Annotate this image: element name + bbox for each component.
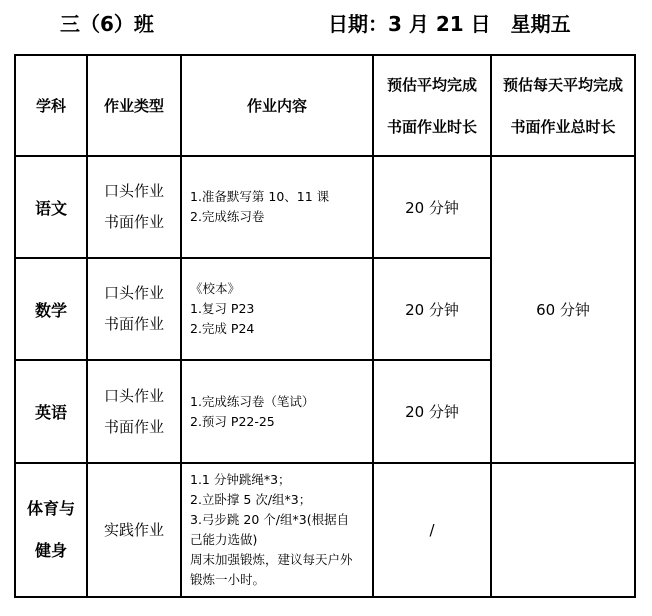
header-subject: 学科 xyxy=(15,55,87,156)
homework-table xyxy=(14,54,636,598)
header-total-line1: 预估每天平均完成 xyxy=(502,75,623,94)
date-line: 日期：3 月 21 日 星期五 xyxy=(328,12,571,36)
content-line: 锻炼一小时。 xyxy=(190,572,266,587)
time-cell: 20 分钟 xyxy=(373,360,491,463)
type-cell xyxy=(87,463,181,597)
header-total xyxy=(491,55,635,156)
empty-cell xyxy=(491,463,635,597)
table-row-pe xyxy=(15,463,635,597)
content-line: 1.复习 P23 xyxy=(190,301,255,316)
content-line: 3.弓步跳 20 个/组*3(根据自 xyxy=(190,512,350,527)
header-content: 作业内容 xyxy=(181,55,373,156)
subject-cell xyxy=(15,463,87,597)
header-total-line2: 书面作业总时长 xyxy=(510,117,616,136)
subject-line: 体育与 xyxy=(26,499,75,518)
subject-cell: 英语 xyxy=(15,360,87,463)
subject-line: 健身 xyxy=(34,541,67,560)
type-oral: 口头作业 xyxy=(103,386,164,405)
type-cell xyxy=(87,258,181,360)
type-written: 书面作业 xyxy=(103,315,164,333)
time-cell: / xyxy=(373,463,491,597)
class-title: 三（6）班 xyxy=(60,12,154,36)
header-time-line1: 预估平均完成 xyxy=(386,75,477,94)
content-line: 1.完成练习卷（笔试） xyxy=(190,393,315,409)
header-time-line2: 书面作业时长 xyxy=(386,117,477,136)
type-cell xyxy=(87,360,181,463)
content-cell xyxy=(181,258,373,360)
subject-cell: 数学 xyxy=(15,258,87,360)
header-row xyxy=(15,55,635,156)
total-time-cell: 60 分钟 xyxy=(491,156,635,463)
time-cell: 20 分钟 xyxy=(373,156,491,258)
type-practice: 实践作业 xyxy=(103,520,164,539)
header-time xyxy=(373,55,491,156)
content-line: 己能力选做) xyxy=(190,532,258,547)
content-line: 1.准备默写第 10、11 课 xyxy=(190,189,330,204)
type-oral: 口头作业 xyxy=(103,182,164,200)
content-line: 2.完成练习卷 xyxy=(190,209,265,224)
content-line: 2.完成 P24 xyxy=(190,321,255,336)
content-cell xyxy=(181,360,373,463)
content-line: 2.预习 P22-25 xyxy=(190,413,275,429)
content-cell xyxy=(181,156,373,258)
type-oral: 口头作业 xyxy=(103,284,164,302)
content-line: 周末加强锻炼，建议每天户外 xyxy=(190,552,353,567)
table-row-chinese xyxy=(15,156,635,258)
content-line: 2.立卧撑 5 次/组*3； xyxy=(190,492,312,507)
type-cell xyxy=(87,156,181,258)
content-cell xyxy=(181,463,373,597)
content-line: 《校本》 xyxy=(190,281,241,296)
time-cell: 20 分钟 xyxy=(373,258,491,360)
content-line: 1.1 分钟跳绳*3； xyxy=(190,472,291,487)
header-type: 作业类型 xyxy=(87,55,181,156)
subject-cell: 语文 xyxy=(15,156,87,258)
type-written: 书面作业 xyxy=(103,213,164,231)
type-written: 书面作业 xyxy=(103,417,164,436)
